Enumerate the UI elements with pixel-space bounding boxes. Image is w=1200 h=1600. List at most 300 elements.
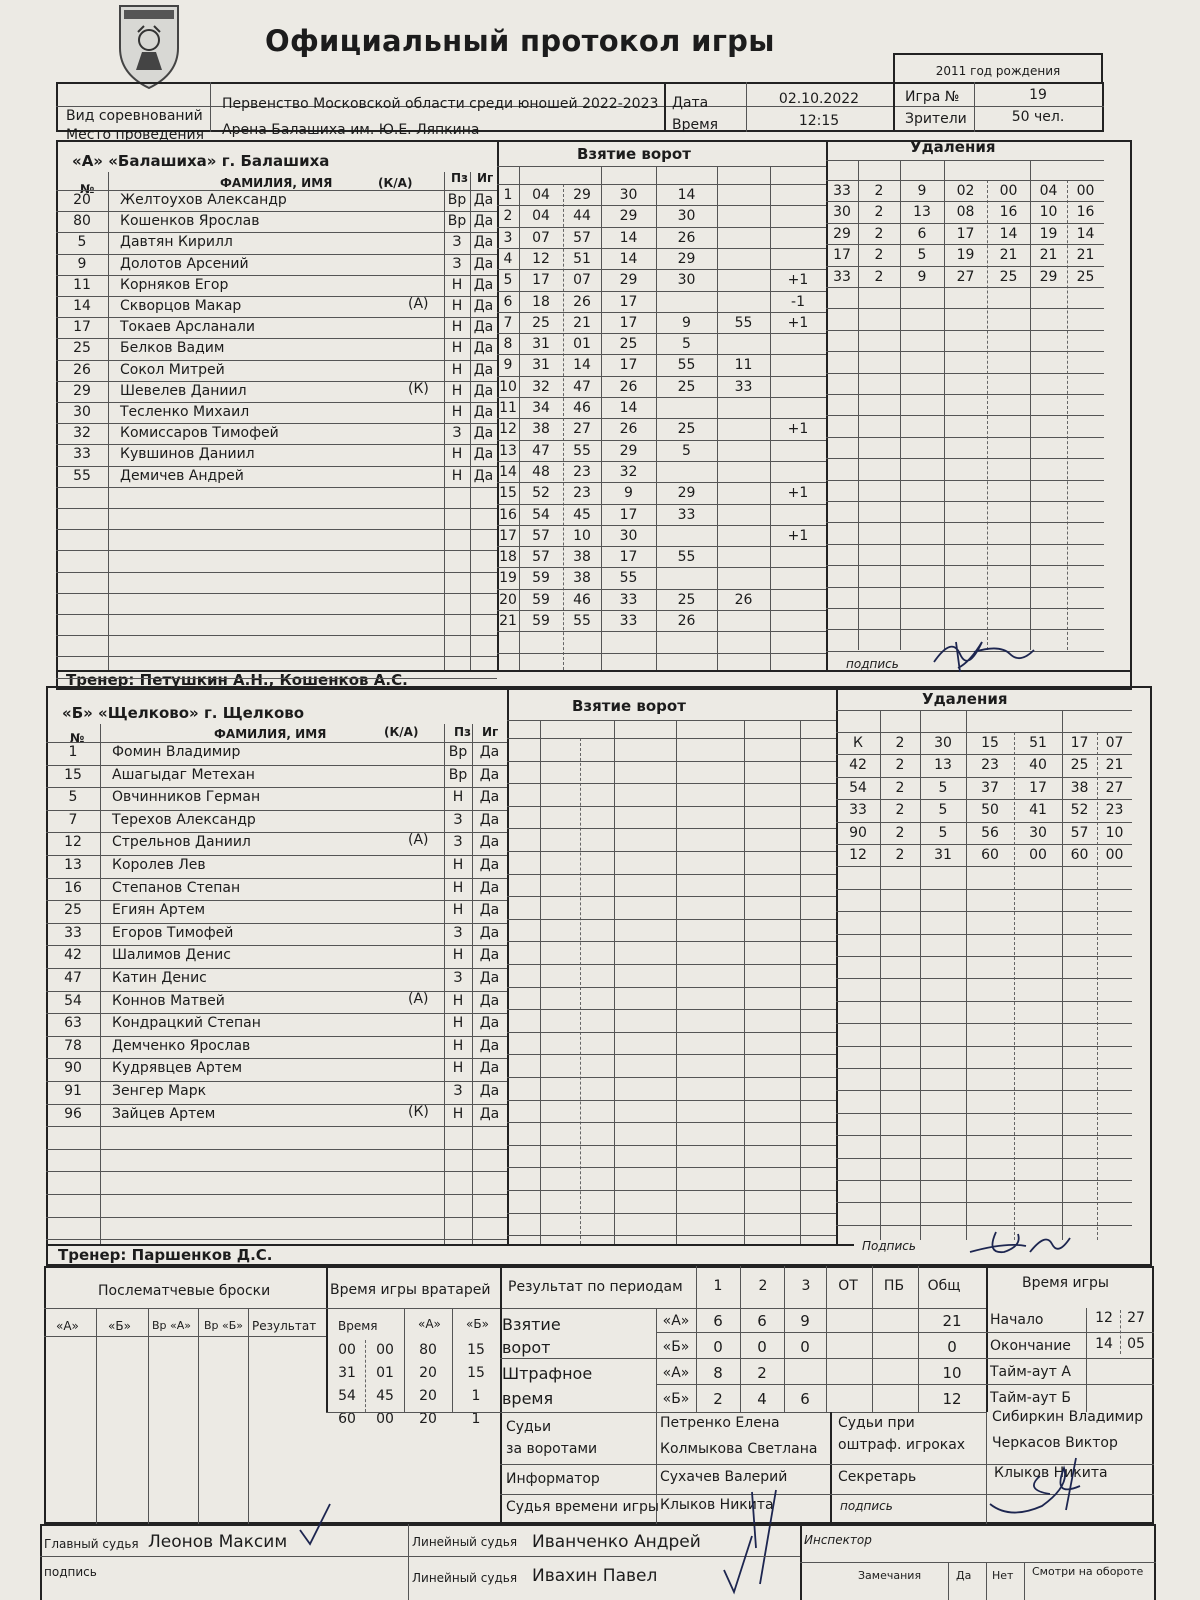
goal-number: 3 — [503, 229, 513, 246]
player-name: Сокол Митрей — [120, 361, 225, 378]
gk-minute: 60 — [338, 1411, 356, 1427]
goal-number: 21 — [499, 613, 517, 629]
player-position: З — [453, 834, 463, 851]
grid-line — [497, 440, 826, 441]
grid-line — [836, 934, 1132, 935]
timeout-b-label: Тайм-аут Б — [990, 1390, 1071, 1406]
player-position: Н — [452, 857, 464, 873]
goal-scorer: 14 — [619, 229, 638, 246]
grid-line — [836, 1158, 1132, 1159]
grid-line — [836, 1202, 1132, 1203]
player-played: Да — [479, 970, 500, 986]
goal-scorer: 29 — [619, 208, 638, 225]
gk-minute: 31 — [338, 1365, 356, 1381]
player-name: Тесленко Михаил — [120, 404, 250, 420]
goal-number: 15 — [499, 485, 517, 502]
goal-minute: 57 — [532, 527, 550, 544]
grid-line — [56, 678, 497, 679]
period-value: 10 — [942, 1364, 962, 1382]
penalty-end-sec: 00 — [1076, 183, 1095, 199]
gk-team-a: 20 — [419, 1411, 437, 1427]
penalty-reason: 30 — [934, 735, 952, 751]
player-name: Кондрацкий Степан — [112, 1015, 261, 1032]
team-a-sign-label: подпись — [846, 657, 899, 671]
period-value: 2 — [757, 1364, 767, 1382]
period-row-team: «Б» — [662, 1339, 690, 1355]
penalty-start-sec: 00 — [999, 183, 1018, 199]
player-played: Да — [479, 947, 500, 964]
grid-line — [836, 777, 1132, 778]
penalty-reason: 9 — [917, 183, 927, 199]
grid-line — [507, 828, 836, 829]
penalty-minutes: 2 — [874, 268, 884, 285]
grid-line — [614, 720, 615, 1244]
time-label: Время — [672, 117, 719, 133]
player-position: Н — [451, 298, 463, 314]
player-played: Да — [473, 404, 494, 420]
player-position: З — [452, 234, 462, 251]
goal-second: 14 — [573, 357, 591, 374]
grid-line — [836, 822, 1132, 823]
goal-minute: 59 — [532, 591, 550, 608]
grid-line — [507, 941, 836, 942]
penalty-minutes: 2 — [895, 802, 905, 819]
player-name: Шевелев Даниил — [120, 382, 247, 399]
player-number: 15 — [64, 766, 82, 783]
team-a-signature — [930, 632, 1040, 674]
grid-line — [507, 1100, 836, 1101]
goal-second: 23 — [573, 485, 591, 502]
grid-line — [56, 232, 497, 233]
team-b-coach: Тренер: Паршенков Д.С. — [58, 1246, 273, 1264]
penalty-end-min: 25 — [1070, 757, 1089, 774]
grid-line — [56, 529, 497, 530]
player-name: Катин Денис — [112, 970, 207, 986]
goal-number: 16 — [499, 506, 517, 523]
player-played: Да — [473, 192, 494, 208]
goal-assist-1: 29 — [677, 250, 696, 267]
player-played: Да — [479, 992, 500, 1009]
penalty-player: 33 — [833, 183, 851, 199]
gk-minute: 54 — [338, 1388, 356, 1404]
player-name: Стрельнов Даниил — [112, 834, 251, 851]
goal-number: 14 — [499, 463, 517, 480]
grid-line — [826, 522, 1104, 523]
period-value: 8 — [713, 1364, 723, 1382]
player-played: Да — [479, 879, 500, 896]
player-number: 32 — [73, 425, 91, 442]
grid-line — [46, 742, 507, 743]
col-name-b: ФАМИЛИЯ, ИМЯ — [214, 727, 327, 741]
player-played: Да — [473, 340, 494, 357]
player-name: Давтян Кирилл — [120, 234, 233, 251]
goal-strength: +1 — [787, 421, 809, 438]
penalty-reason: 5 — [917, 247, 927, 264]
grid-line — [826, 565, 1104, 566]
penalty-start-sec: 41 — [1029, 802, 1047, 819]
period-value: 9 — [800, 1312, 810, 1330]
player-position: Н — [451, 319, 463, 336]
goal-number: 19 — [499, 570, 517, 587]
grid-line — [507, 1032, 836, 1033]
grid-line — [836, 911, 1132, 912]
grid-line — [497, 589, 826, 590]
player-number: 54 — [64, 992, 82, 1009]
penalties-title-a: Удаления — [910, 138, 996, 156]
penalty-start-min: 37 — [981, 779, 999, 796]
secretary-value: Клыков Никита — [994, 1465, 1108, 1481]
linesman-2: Ивахин Павел — [532, 1566, 658, 1586]
player-position: Вр — [448, 766, 468, 783]
goal-scorer: 33 — [619, 591, 638, 608]
grid-line — [56, 190, 497, 191]
grid-line — [46, 923, 507, 924]
player-position: Н — [451, 361, 463, 378]
player-number: 78 — [64, 1037, 82, 1054]
grid-line — [497, 227, 826, 228]
gk-second: 01 — [376, 1365, 394, 1381]
secretary-signature — [980, 1446, 1110, 1526]
penalty-minutes: 2 — [874, 183, 884, 199]
time-value: 12:15 — [798, 113, 840, 129]
player-played: Да — [473, 382, 494, 399]
grid-line — [836, 799, 1132, 800]
goal-assist-1: 9 — [682, 314, 691, 331]
grid-line — [497, 482, 826, 483]
goal-minute: 59 — [532, 613, 550, 629]
grid-line — [46, 1126, 507, 1127]
goal-minute: 48 — [532, 463, 550, 480]
player-played: Да — [473, 276, 494, 293]
goal-second: 46 — [573, 591, 591, 608]
player-played: Да — [473, 319, 494, 336]
grid-line — [46, 1081, 507, 1082]
grid-line — [56, 572, 497, 573]
grid-line — [46, 1149, 507, 1150]
goal-scorer: 14 — [619, 400, 638, 416]
grid-line — [497, 525, 826, 526]
goal-minute: 04 — [532, 208, 550, 225]
game-time-title: Время игры — [1022, 1275, 1109, 1291]
grid-line — [497, 567, 826, 568]
grid-line — [56, 402, 497, 403]
player-number: 90 — [64, 1060, 82, 1077]
penalty-end-min: 38 — [1070, 779, 1089, 796]
player-position: Н — [451, 467, 463, 484]
player-played: Да — [479, 857, 500, 873]
penalty-player: К — [853, 735, 863, 751]
penalty-start-sec: 51 — [1029, 735, 1047, 751]
goal-minute: 18 — [532, 293, 550, 310]
goal-assist-2: 11 — [734, 357, 753, 374]
end-h: 14 — [1095, 1336, 1113, 1352]
team-b-title: «Б» «Щелково» г. Щелково — [62, 704, 305, 722]
player-name: Демченко Ярослав — [112, 1037, 251, 1054]
player-number: 11 — [73, 276, 91, 293]
goal-assist-1: 5 — [682, 336, 691, 353]
goal-strength: +1 — [787, 527, 809, 544]
goal-assist-1: 33 — [677, 506, 696, 523]
grid-line — [46, 765, 507, 766]
player-number: 7 — [68, 811, 78, 828]
goal-assist-1: 26 — [677, 229, 696, 246]
gk-second: 00 — [376, 1411, 394, 1427]
grid-line — [826, 394, 1104, 395]
period-1: 1 — [713, 1278, 723, 1294]
grid-line — [507, 1077, 836, 1078]
goal-scorer: 55 — [619, 570, 638, 587]
period-value: 0 — [713, 1338, 723, 1356]
player-position: Н — [451, 276, 463, 293]
linesman-signature — [720, 1530, 760, 1600]
goal-scorer: 17 — [619, 506, 638, 523]
player-number: 33 — [73, 446, 91, 463]
grid-line — [108, 172, 109, 670]
player-played: Да — [473, 425, 494, 442]
grid-line — [507, 761, 836, 762]
goal-number: 13 — [499, 442, 517, 459]
grid-line — [46, 787, 507, 788]
period-pb: ПБ — [883, 1278, 905, 1294]
grid-line — [507, 806, 836, 807]
player-position: Н — [452, 902, 464, 919]
player-number: 47 — [64, 970, 82, 986]
informer-value: Сухачев Валерий — [660, 1469, 788, 1485]
gk-second: 45 — [376, 1388, 394, 1404]
goal-judges-label-2: за воротами — [506, 1441, 598, 1457]
spectators-value: 50 чел. — [1011, 109, 1065, 125]
player-position: Н — [451, 404, 463, 420]
player-name: Егоров Тимофей — [112, 924, 234, 941]
goal-assist-1: 14 — [677, 187, 696, 203]
goal-strength: +1 — [787, 314, 809, 331]
grid-line — [826, 629, 1104, 630]
goals-row-label-2: ворот — [502, 1338, 551, 1357]
grid-line — [540, 720, 541, 1244]
player-position: З — [452, 255, 462, 272]
grid-line — [56, 317, 497, 318]
timeout-a-label: Тайм-аут А — [990, 1364, 1071, 1380]
player-role: (А) — [408, 990, 429, 1007]
player-name: Белков Вадим — [120, 340, 225, 357]
col-ig: Иг — [477, 171, 494, 185]
gk-second: 00 — [376, 1342, 394, 1358]
start-label: Начало — [990, 1312, 1044, 1328]
goal-second: 51 — [573, 250, 591, 267]
goal-scorer: 17 — [619, 293, 638, 310]
goal-scorer: 17 — [619, 549, 638, 566]
goal-assist-1: 5 — [682, 442, 691, 459]
goal-minute: 31 — [532, 336, 550, 353]
player-position: Н — [451, 446, 463, 463]
goal-scorer: 33 — [619, 613, 638, 629]
shootout-title: Послематчевые броски — [98, 1283, 271, 1299]
goal-second: 27 — [573, 421, 591, 438]
goal-number: 10 — [499, 378, 517, 395]
goal-number: 7 — [503, 314, 513, 331]
player-played: Да — [479, 1105, 500, 1122]
grid-line — [507, 874, 836, 875]
grid-line — [826, 223, 1104, 224]
player-name: Фомин Владимир — [112, 744, 241, 760]
grid-line — [836, 732, 1132, 733]
goal-second: 07 — [573, 272, 591, 289]
player-name: Демичев Андрей — [120, 467, 244, 484]
grid-line — [497, 610, 826, 611]
linesman-label-1: Линейный судья — [412, 1535, 518, 1549]
grid-line — [56, 593, 497, 594]
grid-line — [826, 308, 1104, 309]
period-value: 2 — [713, 1390, 723, 1408]
goal-scorer: 26 — [619, 378, 638, 395]
grid-line — [46, 1036, 507, 1037]
penalty-end-sec: 16 — [1076, 204, 1095, 221]
penalty-player: 33 — [833, 268, 851, 285]
penalty-start-min: 50 — [981, 802, 999, 819]
penalty-start-sec: 40 — [1029, 757, 1047, 774]
gk-team-a: 20 — [419, 1388, 437, 1404]
penalty-reason: 6 — [917, 225, 927, 242]
grid-line — [826, 244, 1104, 245]
grid-line — [507, 1054, 836, 1055]
goal-number: 1 — [503, 187, 513, 203]
team-b-signature — [966, 1222, 1076, 1262]
player-name: Желтоухов Александр — [120, 192, 287, 208]
periods-title: Результат по периодам — [508, 1279, 683, 1295]
goal-judge-2: Колмыкова Светлана — [660, 1441, 818, 1457]
goal-scorer: 30 — [619, 187, 638, 203]
goal-assist-1: 26 — [677, 613, 696, 629]
competition-value: Первенство Московской области среди юношей 2022-2023 — [222, 96, 659, 112]
penalty-player: 42 — [849, 757, 867, 774]
gk-col-b: «Б» — [466, 1317, 489, 1331]
penalty-end-min: 57 — [1070, 824, 1089, 841]
penalty-end-min: 04 — [1039, 183, 1058, 199]
goal-scorer: 32 — [619, 463, 638, 480]
grid-line — [46, 1171, 507, 1172]
grid-line — [497, 205, 826, 206]
grid-line — [497, 248, 826, 249]
player-played: Да — [479, 1060, 500, 1077]
grid-line — [497, 418, 826, 419]
penalty-end-sec: 25 — [1076, 268, 1095, 285]
period-ot: ОТ — [838, 1278, 858, 1294]
penbox-judge-1: Сибиркин Владимир — [992, 1409, 1144, 1425]
penalty-minutes: 2 — [895, 779, 905, 796]
player-played: Да — [479, 902, 500, 919]
penalty-player: 12 — [849, 847, 867, 863]
grid-line — [826, 373, 1104, 374]
competition-label: Вид соревнований — [66, 108, 203, 124]
player-position: Н — [452, 1060, 464, 1077]
grid-line — [836, 956, 1132, 957]
grid-line — [56, 275, 497, 276]
player-played: Да — [473, 255, 494, 272]
grid-line — [56, 211, 497, 212]
player-number: 5 — [68, 789, 78, 806]
player-number: 17 — [73, 319, 91, 336]
grid-line — [507, 1235, 836, 1236]
player-number: 12 — [64, 834, 82, 851]
grid-line — [507, 1122, 836, 1123]
player-number: 55 — [73, 467, 91, 484]
goal-judges-label-1: Судьи — [506, 1419, 552, 1435]
grid-line — [826, 160, 1104, 161]
grid-line — [46, 855, 507, 856]
grid-line — [826, 180, 1104, 181]
period-value: 0 — [757, 1338, 767, 1356]
period-value: 6 — [800, 1390, 810, 1408]
player-name: Скворцов Макар — [120, 298, 242, 314]
grid-line — [836, 1090, 1132, 1091]
team-a-coach: Тренер: Петушкин А.Н., Кошенков А.С. — [66, 671, 408, 689]
player-number: 25 — [64, 902, 82, 919]
gk-team-b: 1 — [471, 1411, 481, 1427]
so-col-a: «А» — [56, 1319, 79, 1333]
player-position: Вр — [447, 192, 467, 208]
grid-line — [46, 1217, 507, 1218]
penalty-end-sec: 21 — [1105, 757, 1124, 774]
date-label: Дата — [672, 95, 709, 111]
player-number: 33 — [64, 924, 82, 941]
officials-sign-label: подпись — [840, 1499, 893, 1513]
so-col-b: «Б» — [108, 1319, 131, 1333]
goal-strength: -1 — [791, 293, 805, 310]
grid-line — [56, 508, 497, 509]
player-name: Коннов Матвей — [112, 992, 225, 1009]
player-name: Комиссаров Тимофей — [120, 425, 279, 442]
gk-team-a: 20 — [419, 1365, 437, 1381]
goal-second: 23 — [573, 463, 591, 480]
goal-second: 29 — [573, 187, 591, 203]
grid-line — [826, 415, 1104, 416]
grid-line — [56, 338, 497, 339]
grid-line — [497, 333, 826, 334]
grid-line — [676, 720, 677, 1244]
penalty-reason: 13 — [934, 757, 952, 774]
player-number: 91 — [64, 1083, 82, 1099]
player-number: 13 — [64, 857, 82, 873]
player-played: Да — [479, 744, 500, 760]
penalty-end-min: 21 — [1039, 247, 1058, 264]
goal-second: 55 — [573, 442, 591, 459]
goal-assist-2: 33 — [734, 378, 753, 395]
penalty-start-sec: 30 — [1029, 824, 1047, 841]
player-played: Да — [473, 467, 494, 484]
grid-line — [497, 461, 826, 462]
goal-minute: 32 — [532, 378, 550, 395]
grid-line — [826, 437, 1104, 438]
inspector-label: Инспектор — [804, 1533, 872, 1547]
goal-strength: +1 — [787, 272, 809, 289]
player-position: З — [453, 1083, 463, 1099]
grid-line — [46, 968, 507, 969]
pim-row-label-2: время — [502, 1389, 554, 1408]
penalty-minutes: 2 — [874, 225, 884, 242]
so-col-result: Результат — [252, 1319, 317, 1333]
penalty-start-min: 60 — [981, 847, 999, 863]
col-ig-b: Иг — [482, 725, 499, 739]
penalty-start-sec: 14 — [999, 225, 1018, 242]
chief-label: Главный судья — [44, 1537, 139, 1551]
penalty-start-min: 02 — [956, 183, 975, 199]
grid-line — [497, 166, 826, 167]
goal-assist-1: 25 — [677, 378, 696, 395]
goal-number: 6 — [503, 293, 513, 310]
player-role: (К) — [408, 380, 429, 397]
player-played: Да — [473, 213, 494, 230]
player-number: 5 — [77, 234, 87, 251]
